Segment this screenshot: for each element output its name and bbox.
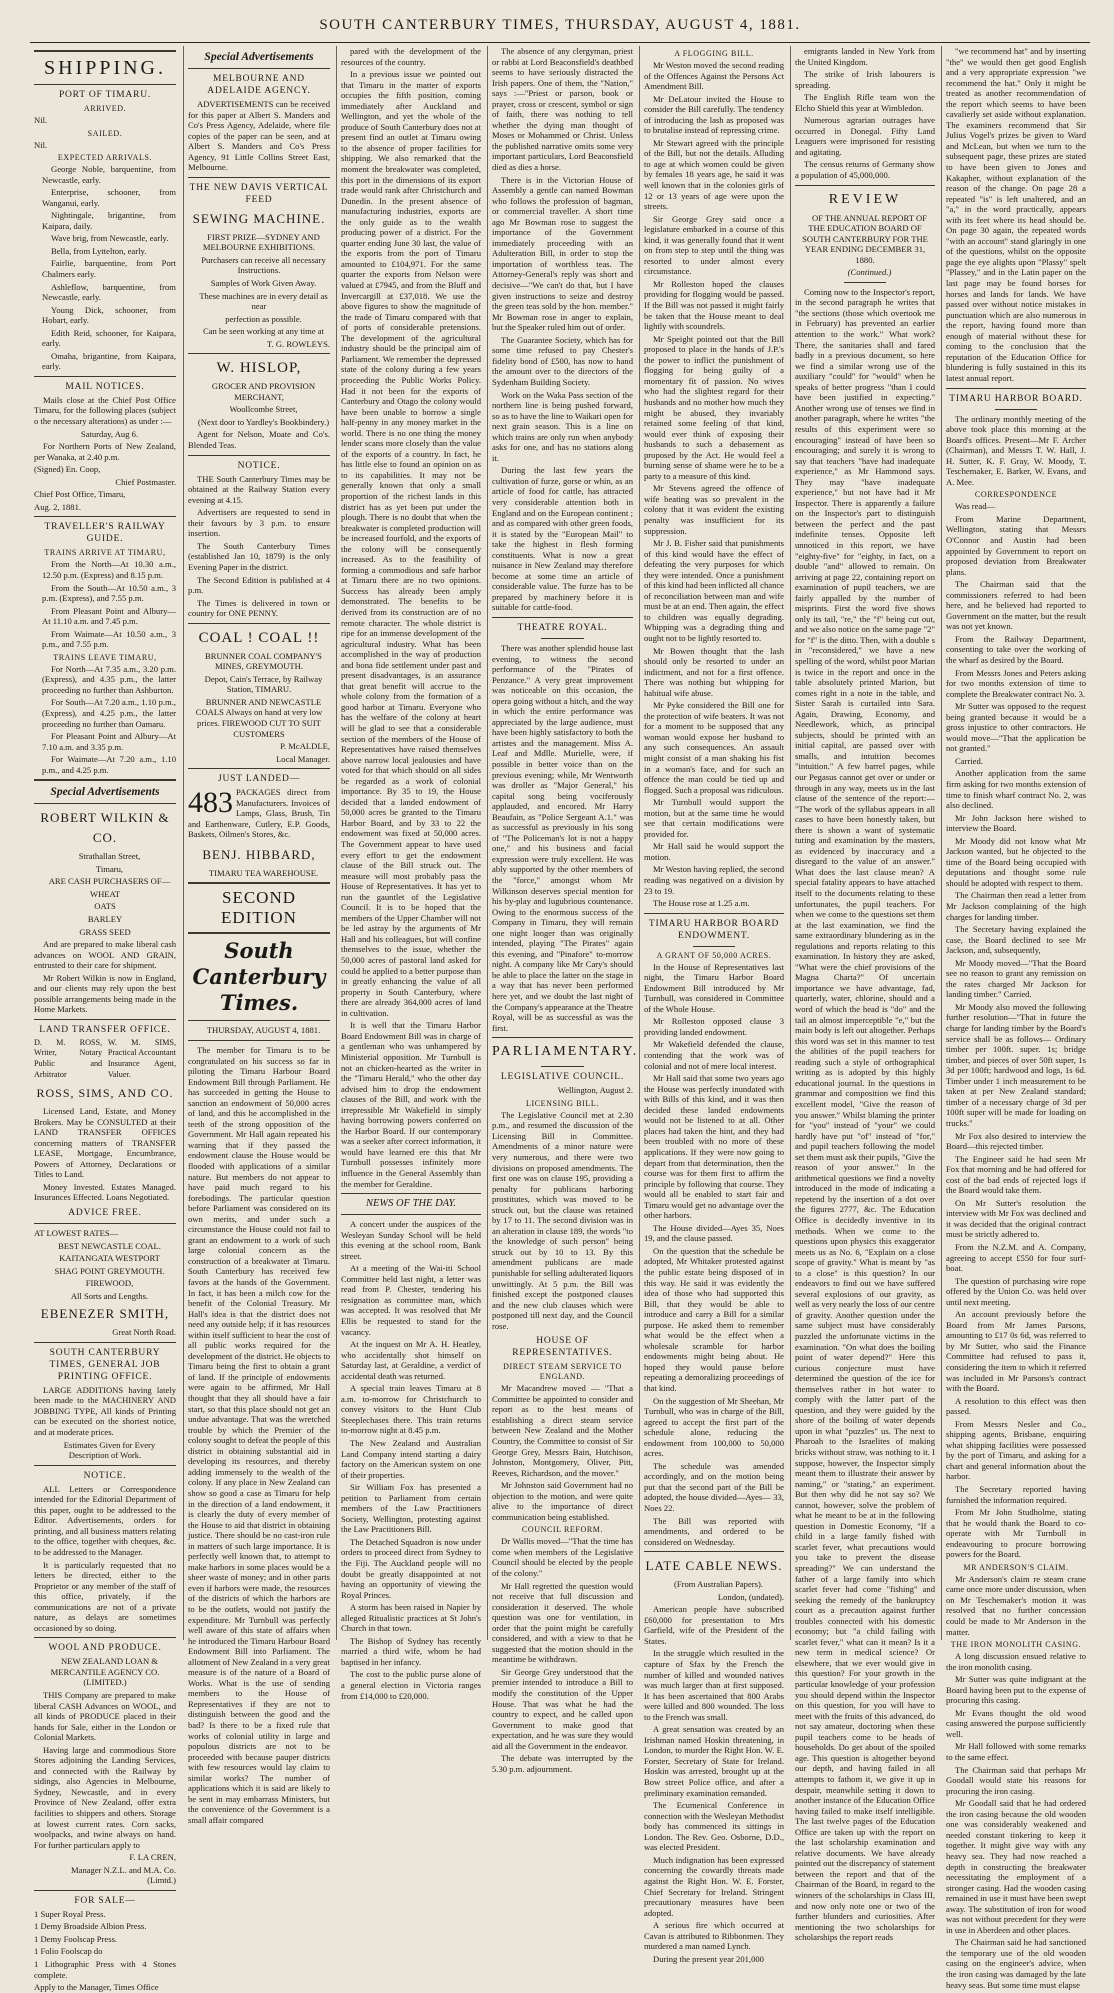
news-item: At the inquest on Mr A. H. Heatley, who accidentally shot himself on Saturday last, at Geraldine, a verdict of accidental death was returned. — [341, 1339, 481, 1381]
theatre-article — [492, 643, 633, 1033]
hislop-agent: Agent for Nelson, Moate and Co's. Blended Teas. — [188, 429, 330, 451]
endowment-paragraph: Mr Hall said that some two years ago the House was perfectly inundated with with Bills of this kind, and it was then decided these landed endowments would not be listened to at all. Other places had taken the hint, and they had been troubled with no more of these applications. If they were now going to depart from that determination, then the course was for them first to affirm the principle by following that course. They would all be enabled to start fair and Timaru would get no advantage over the other harbors. — [644, 1073, 784, 1221]
prize: FIRST PRIZE—SYDNEY AND MELBOURNE EXHIBITIONS. — [202, 231, 320, 253]
wool-heading: WOOL AND PRODUCE. — [48, 1643, 162, 1654]
mail-sign: Chief Post Office, Timaru, — [34, 489, 126, 500]
licensing-bill-heading: LICENSING BILL. — [526, 1098, 599, 1108]
mail-sign: Chief Postmaster. — [115, 476, 176, 487]
council-paragraph: Dr Wallis moved—"That the time has come when members of the Legislative Council should be elected by the people of the colony." — [492, 1536, 633, 1578]
wool-sign: Manager N.Z.L. and M.A. Co. (Limtd.) — [70, 1864, 176, 1886]
correspondence-paragraph: The Engineer said he had seen Mr Fox that morning and he had offered for cost of the bad ends of rejected logs if the Board would take them. — [946, 1153, 1086, 1196]
endowment-paragraph: Mr Rolleston opposed clause 3 providing landed endowment. — [644, 1016, 784, 1037]
news-item: A concert under the auspices of the Wesleyan Sunday School will be held this evening at the school room, Bank street. — [341, 1219, 481, 1261]
review-heading: REVIEW — [828, 191, 902, 207]
ross-sims-body: Licensed Land, Estate, and Money Brokers. May be CONSULTED at their LAND TRANSFER OFFICES concerning matters of TRANSFER LEASE, Mortgage, Encumbrance, Powers of Attorney, Declarations or Titles to Land. — [34, 1106, 176, 1180]
column-3 — [341, 46, 481, 1701]
mail-line: For Northern Ports of New Zealand, per Wanaka, at 2.40 p.m. — [34, 441, 176, 462]
estimates: Estimates Given for Every Description of Work. — [63, 1439, 156, 1461]
train-departure-item: For Pleasant Point and Albury—At 7.10 a.m. and 3.35 p.m. — [42, 731, 176, 752]
arrived-value: Nil. — [34, 115, 48, 125]
leader-paragraph: pared with the development of the resources of the country. — [341, 46, 481, 67]
correspondence-paragraph: Was read— — [955, 501, 996, 512]
column-rule — [639, 46, 640, 1640]
theatre-royal-heading: THEATRE ROYAL. — [517, 622, 608, 633]
cable-item: The census returns of Germany show a population of 45,000,000. — [795, 159, 935, 181]
rw-items — [34, 889, 176, 937]
rw-body: And are prepared to make liberal cash advances on WOOL AND GRAIN, entrusted to their care for shipment. — [34, 939, 176, 971]
brunner-depot: Depot, Cain's Terrace, by Railway Station, TIMARU. — [204, 673, 323, 695]
sale-item: 1 Lithographic Press with 4 Stones complete. — [34, 1959, 176, 1980]
sale-item: 1 Demy Foolscap Press. — [34, 1933, 118, 1944]
endowment-paragraph: Mr Wakefield defended the clause, contending that the work was of colonial and not of mere local interest. — [644, 1039, 784, 1071]
column-7 — [946, 46, 1086, 1990]
mail-sign: (Signed) En. Coop, — [34, 464, 101, 475]
notice-body: The South Canterbury Times (established Jan 10, 1879) is the only Evening Paper in the district. — [188, 540, 330, 572]
notice-body: It is particularly requested that no letters be directed, either to the Proprietor or any member of the staff of this office, privately, if the communications are not of a private nature, as delays are sometimes occasioned by so doing. — [34, 1559, 176, 1633]
samples: Samples of Work Given Away. — [210, 278, 317, 289]
correspondence-paragraph: The Secretary having explained the case, the Board declined to see Mr Jackson, and, subsequently, — [946, 924, 1086, 956]
house-article — [492, 1383, 633, 1522]
hislop-name: W. HISLOP, — [216, 360, 302, 377]
port-heading: PORT OF TIMARU. — [58, 90, 152, 100]
cable-item: Numerous agrarian outrages have occurred in Donegal. Fifty Land Leaguers were imprisoned for resisting and agitating. — [795, 115, 935, 157]
notice-body: ALL Letters or Correspondence intended for the Editorial Department of this paper, ought to be addressed to the Editor. Advertisements, orders for printing, and all business matters relating to the office, together with cheques, &c. to be addressed to the Manager. — [34, 1483, 176, 1557]
cable-item: A serious fire which occurred at Cavan is attributed to Ribbonmen. They murdered a man named Lynch. — [644, 1920, 784, 1952]
arrived-label: ARRIVED. — [83, 104, 127, 113]
hibbard-sub: TIMARU TEA WAREHOUSE. — [208, 867, 319, 878]
endowment-article — [644, 962, 784, 1548]
perfection: perfection as possible. — [225, 313, 302, 324]
rates-title: AT LOWEST RATES— — [34, 1228, 119, 1239]
flogging-paragraph: Mr Stevens agreed the offence of wife beating was so prevalent in the colony that it was evident the existing penalty was insufficient for its suppression. — [644, 483, 784, 536]
ross-sims-money: Money Invested. Estates Managed. Insurances Effected. Loans Negotiated. — [34, 1181, 176, 1203]
column-2 — [188, 46, 331, 1825]
expected-arrival-item: George Noble, barquentine, from Newcastle, early. — [42, 164, 176, 185]
flogging-article — [644, 60, 784, 909]
correspondence-paragraph: Mr Fox also desired to interview the Board—this rejected timber. — [946, 1130, 1086, 1152]
column-rule — [941, 46, 942, 1640]
expected-arrivals-list — [34, 164, 176, 372]
column-4 — [492, 46, 639, 1774]
cable-item: The English Rifle team won the Elcho Shield this year at Wimbledon. — [795, 92, 935, 113]
leader-paragraph: In a previous issue we pointed out that Timaru in the matter of exports occupies the fifth position, coming immediately after Auckland and Wellington, and yet the whole of the produce of South Canterbury does not at present find an outlet at Timaru owing to the absence of proper facilities for shipping. We also remarked that the moment the breakwater was completed, this port in the dimensions of its export trade would rank after Christchurch and Dunedin. In the present absence of manufacturing industries, exports are the only guide as to the wealth producing power of a district. For the quarter ending June 30 last, the value of the exports from the port of Timaru amounted to £104,971. For the same quarter the exports from Nelson were valued at £7945, and from the Bluff and Invercargill at £37,018. We use the above figures to show the magnitude of the trade of Timaru compared with that of ports of considerable pretensions. The development of the agricultural industry should be the principal aim of Parliament. We remember the depressed state of the colony during a few years proceeding the Public Works Policy. Had it not been for the exports of Canterbury and Otago the colony would have been unable to borrow a single half-penny in any money market in the world. There is no one thing the money lender scans more closely than the value of the exports of a country. In fact, he has little else to found an opinion on as to its capabilities. It may not be generally known that only a small proportion of the richest lands in this district has as yet been put under the plough. There is no doubt that when the breakwater is completed production will be increased fourfold, and the exports of the colony will be consequently increased. As to the feasibility of forming a commodious and safe harbor at Timaru there are no two opinions. Success has already been amply demonstrated. The benefits to be derived from its construction are of no remote character. The whole district is ripe for an immense development of the agricultural industry. What has been accomplished in the way of production and bona fide settlement under past and present disadvantages, is an assurance that great benefit will accrue to the whole colony from the formation of a good harbor at Timaru. Everyone who has the welfare of the colony at heart will be glad to see that a considerable section of the members of the House of Representatives have raised themselves above narrow local jealousies and have voted for that which should on all sides be regarded as a work of colonial importance. By 35 to 19, the House decided that a landed endowment of 50,000 acres be granted to the Timaru Harbor Board, and by 33 to 22 the endowment was fixed at 50,000 acres. The Government appear to have used every effort to get the endowment clause of the Bill struck out. The measure will most probably pass the House of Representatives. It has yet to run the gauntlet of the Legislative Council. It is to be hoped that the members of the Upper Chamber will not be led astray by the arguments of Mr Hall and his colleagues, but will confine themselves to the issue, whether the 50,000 acres of pastoral land asked for could be applied to a better purpose than in greatly enhancing the value of all property in South Canterbury, where there are already 364,000 acres of land in cultivation. — [341, 69, 481, 1018]
anderson-claim-article — [946, 1574, 1086, 1637]
correspondence-paragraph: From Messrs Jones and Peters asking for two months extension of time to complete the Breakwater contract No. 3. — [946, 667, 1086, 699]
review-subheading: OF THE ANNUAL REPORT OF THE EDUCATION BOARD OF SOUTH CANTERBURY FOR THE YEAR ENDING DECEMBER 31, 1880. — [802, 212, 928, 265]
news-item: A special train leaves Timaru at 8 a.m. to-morrow for Christchurch to convey visitors to the Hunt Club Steeplechases there. This train returns to-morrow night at 8.45 p.m. — [341, 1383, 481, 1436]
es-address: Great North Road. — [112, 1327, 176, 1338]
coal-line: BEST NEWCASTLE COAL. — [58, 1240, 161, 1251]
council-reform-heading: COUNCIL REFORM. — [521, 1525, 604, 1535]
sailed-value: Nil. — [34, 139, 48, 150]
expected-arrival-item: Nightingale, brigantine, from Kaipara, daily. — [42, 210, 176, 231]
lt-right: W. M. SIMS, Practical Accountant Insurance Agent, Valuer. — [107, 1037, 176, 1079]
news-item: The Detached Squadron is now under orders to proceed direct from Sydney to the Fiji. The Auckland people will no doubt be greatly disappointed at not having an opportunity of viewing the Royal Princes. — [341, 1536, 481, 1600]
advice-free: ADVICE FREE. — [68, 1208, 142, 1219]
flogging-paragraph: The House rose at 1.25 a.m. — [653, 898, 750, 909]
cable-item: emigrants landed in New York from the United Kingdom. — [795, 46, 935, 67]
flogging-paragraph: Sir George Grey said once a legislature embarked in a course of this kind, it was generally found that it went on from step to step until the thing was resorted to under almost every circumstance. — [644, 213, 784, 277]
casing-paragraph: The Chairman said he had sanctioned the temporary use of the old wooden casing on the engineer's advice, when the iron casing was damaged by the late heavy seas. But some time must elapse — [946, 1937, 1086, 1990]
correspondence-heading: CORRESPONDENCE — [974, 490, 1058, 500]
correspondence-paragraph: Another application from the same firm asking for two months extension of time to finish wharf contract No. 2, was also declined. — [946, 768, 1086, 811]
review-paragraph: "we recommend hat" and by inserting "the" we would then get good English and a very appropriate expression "we recommend the hat." Only it might be treated as another recommendation of the report which seems to have been cavalierly set aside without explanation. The examiners recommend that Sir Julius Vogel's prizes be given to Ward and McLean, but when we turn to the subsequent page, these prizes are stated to have been given to Jones and Kakapher, without explanation of the reason of the change. On page 28 a repeated "is" is left unaltered, and an "a," in the word practically, appears with its feet where its head should be. On page 30 again, the repeated words "with an account" stand glaringly in one of the questions, whilst on the opposite page the eye alights upon "Plassy" spelt "Plassey," and in the Latin paper on the last page may be found horses for horses and lands for lands. We have passed over without notice mistakes in punctuation which are also numerous in the report, having found more than enough of material without these for coming to the conclusion that the reputation of the Education Office for blundering is fully sustained in this its latest annual report. — [946, 46, 1086, 383]
trains-leave-list — [34, 664, 176, 775]
flogging-paragraph: Mr Turnbull would support the motion, but at the same time he would see that certain modifications were provided for. — [644, 797, 784, 839]
flogging-paragraph: Mr Speight pointed out that the Bill proposed to place in the hands of J.P.'s the power to inflict the punishment of flogging for being guilty of a momentary fit of passion. No wives who had the slightest regard for their husbands and no mother how much they might be abused, they invariably retained some feeling of that kind, would ever think of exposing their husbands to such a debasement as proposed by the Act. He would feel a burning sense of shame were he to be a party to a measure of this kind. — [644, 333, 784, 481]
cable-item: In the struggle which resulted in the capture of Sfax by the French the number of killed and wounded natives was much larger than at first supposed. It has been ascertained that 800 Arabs were killed and 800 wounded. The loss to the French was small. — [644, 1648, 784, 1722]
sale-item: 1 Folio Foolscap do — [34, 1946, 103, 1957]
endowment-paragraph: The Bill was reported with amendments, and ordered to be considered on Wednesday. — [644, 1515, 784, 1547]
rw-item: BARLEY — [87, 913, 123, 924]
casing-paragraph: The Chairman said that perhaps Mr Goodall would state his reasons for procuring the iron casing. — [946, 1764, 1086, 1796]
purchasers: Purchasers can receive all necessary Instructions. — [201, 254, 326, 276]
review-article — [795, 287, 935, 1943]
expected-arrivals-label: EXPECTED ARRIVALS. — [57, 153, 153, 163]
correspondence-paragraph: Carried. — [955, 755, 983, 766]
flogging-paragraph: Mr Weston moved the second reading of the Offences Against the Persons Act Amendment Bill. — [644, 60, 784, 92]
masthead-title: SOUTH CANTERBURY TIMES, THURSDAY, AUGUST 4, 1881. — [319, 17, 801, 33]
lt-left: D. M. ROSS, Writer, Notary Public and Arbitrator — [34, 1037, 103, 1079]
flogging-paragraph: Mr Bowen thought that the lash should only be resorted to under an indictment, and not for a first offence. There was nothing but whipping for habitual wife abuse. — [644, 645, 784, 698]
anderson-claim-heading: MR ANDERSON'S CLAIM. — [963, 1562, 1069, 1572]
flogging-paragraph: Mr Rolleston hoped the clauses providing for flogging would be passed. If the Bill was not passed it might fairly be taken that the House meant to deal lightly with scoundrels. — [644, 278, 784, 332]
rw-item: GRASS SEED — [79, 926, 131, 937]
leader-article — [188, 1045, 330, 1825]
ebenezer-smith-name: EBENEZER SMITH, — [40, 1306, 170, 1322]
house-paragraph: Mr Johnston said Government had no objection to the motion, and were quite alive to the importance of direct communication being established. — [492, 1480, 633, 1522]
news-paragraph: Work on the Waka Pass section of the northern line is being pushed forward, so as to have the line to Waikari open for next grain season. This is a line on which trains are only run when anybody asks for one, and has no stations along it. — [492, 389, 633, 463]
iron-casing-heading: THE IRON MONOLITH CASING. — [950, 1640, 1082, 1650]
direct-steam-heading: DIRECT STEAM SERVICE TO ENGLAND. — [503, 1362, 622, 1382]
wool-sign: F. LA CREN, — [129, 1852, 176, 1863]
brunner-name: BRUNNER COAL COMPANY'S MINES, GREYMOUTH. — [205, 650, 322, 672]
council-article — [492, 1536, 633, 1774]
train-departure-item: For South—At 7.20 a.m., 1.10 p.m., (Express), and 4.25 p.m., the latter proceeding no further than Oamaru. — [42, 697, 176, 729]
notice-heading: NOTICE. — [83, 1470, 127, 1481]
robert-wilkin-name: ROBERT WILKIN & CO. — [40, 810, 170, 846]
correspondence-paragraph: Mr Moody moved—"That the Board see no reason to grant any remission on the rates charged Mr Jackson for landing timber." Carried. — [946, 957, 1086, 1000]
column-5 — [644, 46, 784, 1964]
sewing-machine: SEWING MACHINE. — [192, 210, 326, 226]
correspondence-paragraph: Mr Moody did not know what Mr Jackson wanted, but he objected to the time of the Board being occupied with deputations and thought some rule should be adopted with respect to them. — [946, 835, 1086, 888]
trains-leave-heading: TRAINS LEAVE TIMARU, — [53, 652, 157, 662]
correspondence-paragraph: The Chairman said that the commissioners referred to had been here, and he believed had reported to Government on the matter, but the result was not yet known. — [946, 579, 1086, 632]
landed-body: PACKAGES direct from Manufacturers. Invoices of Lamps, Glass, Brush, Tin and Earthenware, Cutlery, E.P. Goods, Baskets, Oilmen's Stores, &c. — [188, 787, 330, 840]
wool-body: Having large and commodious Store Stores adjoining the Landing Services, and connected with the Railway by sidings, also Agencies in Melbourne, Sydney, Newcastle, and in every Province of New Zealand, offer extra facilities to shippers and others. Storage at lowest current rates. Corn sacks, woolpacks, and twine always on hand. For further particulars apply to — [34, 1744, 176, 1850]
hislop-trade: GROCER AND PROVISION MERCHANT, — [211, 381, 316, 402]
special-advertisements-heading: Special Advertisements — [50, 786, 160, 799]
cable-item: American people have subscribed £60,000 for presentation to Mrs Garfield, wife of the President of the States. — [644, 1604, 784, 1646]
newspaper-title: South Canterbury Times. — [192, 938, 326, 1016]
expected-arrival-item: Wave brig, from Newcastle, early. — [51, 233, 169, 244]
expected-arrival-item: Bella, from Lyttelton, early. — [51, 245, 147, 256]
just-landed-heading: JUST LANDED— — [218, 774, 300, 785]
mail-notices-heading: MAIL NOTICES. — [65, 381, 145, 392]
train-arrival-item: From the South—At 10.50 a.m., 3 p.m. (Express), and 7.55 p.m. — [42, 582, 176, 604]
expected-arrival-item: Omaha, brigantine, from Kaipara, early. — [42, 350, 176, 372]
misc-news — [492, 46, 633, 613]
house-paragraph: Mr Macandrew moved — "That a Committee be appointed to consider and report as to the best means of establishing a direct steam service between New Zealand and the Mother Country, the Committee to consist of Sir George Grey, Messrs Bain, Hutchison, Johnston, Montgomery, Oliver, Pitt, Reeves, Richardson, and the mover." — [492, 1383, 633, 1478]
notice-body: The Second Edition is published at 4 p.m. — [188, 574, 330, 596]
shipping-heading: SHIPPING. — [43, 57, 167, 79]
job-printing-body: LARGE ADDITIONS having lately been made to the MACHINERY AND JOBBING TYPE, All kinds of Printing can be executed on the shortest notice, and at moderate prices. — [34, 1384, 176, 1438]
correspondence-paragraph: From Mr John Studholme, stating that he would thank the Board to co-operate with Mr Turnbull in endeavouring to procure borrowing powers for the Board. — [946, 1507, 1086, 1560]
seen: Can be seen working at any time at — [203, 326, 324, 337]
correspondence-paragraph: Mr John Jackson here wished to interview the Board. — [946, 812, 1086, 834]
column-1 — [34, 46, 176, 1993]
cable-news-heading: LATE CABLE NEWS. — [645, 1558, 783, 1574]
ross-sims-name: ROSS, SIMS, AND CO. — [36, 1086, 174, 1101]
flogging-paragraph: Mr Hall said he would support the motion. — [644, 841, 784, 862]
news-paragraph: During the last few years the cultivation of furze, gorse or whin, as an article of food for cattle, has attracted very considerable attention both in England and on the European continent ; and as compared with other green foods, it is stated by the "European Mail" to take the highest in flesh forming constituents. What is now a great nuisance in New Zealand may therefore become at some time an article of considerable value. The furze has to be prepared by machinery before it is suitable for cattle-food. — [492, 465, 633, 613]
correspondence-paragraph: The Chairman then read a letter from Mr Jackson complaining of the high charges for landing timber. — [946, 890, 1086, 922]
legislative-article — [492, 1110, 633, 1331]
hibbard-name: BENJ. HIBBARD, — [202, 846, 316, 862]
special-advertisements-heading: Special Advertisements — [204, 51, 314, 63]
house-heading: HOUSE OF REPRESENTATIVES. — [512, 1336, 613, 1359]
correspondence-paragraph: An account previously before the Board from Mr James Parsons, amounting to £17 0s 6d, was referred to by Mr Sutter, who said the Finance Committee had refused to pass it, considering the item to which it referred was included in Mr Parsons's contract with the Board. — [946, 1309, 1086, 1394]
cable-item: During the present year 201,000 — [653, 1953, 764, 1964]
correspondence-paragraph: The Secretary reported having furnished the information required. — [946, 1484, 1086, 1505]
flogging-paragraph: Mr Pyke considered the Bill one for the protection of wife beaters. It was not for a moment to be supposed that any woman would expose her husband to any such consequences. An assault might consist of a man shaking his fist in a woman's face, and for such an offence the man could be tied up and flogged. Such a proposal was ridiculous. — [644, 700, 784, 795]
expected-arrival-item: Ashleflow, barquentine, from Newcastle, early. — [42, 281, 176, 303]
notice-body: THE South Canterbury Times may be obtained at the Railway Station every evening at 4.15. — [188, 473, 330, 505]
cable-cont — [795, 46, 935, 181]
correspondence-paragraph: The question of purchasing wire rope offered by the Union Co. was held over until next meeting. — [946, 1275, 1086, 1307]
machines: These machines are in every detail as near — [199, 290, 328, 312]
news-paragraph: The absence of any clergyman, priest or rabbi at Lord Beaconsfield's deathbed seems to have seriously distracted the Irish papers. One of them, the "Nation," says :—"Priest or parson, book or prayer, cross or crescent, symbol or sign of faith, there was nothing to tell whether the dying man thought of Moses or Mohammed or Christ. Unless the published narrative omits some very important particulars, Lord Beaconsfield died as dies a horse. — [492, 46, 633, 173]
cable-article — [644, 1604, 784, 1964]
train-departure-item: For Waimate—At 7.20 a.m., 1.10 p.m., and 4.25 p.m. — [42, 754, 176, 775]
endowment-paragraph: On the question that the schedule be adopted, Mr Whitaker protested against the public estate being disposed of in this way. He said it was evidently the idea of those who had supported this Bill, that they would be able to introduce and carry a Bill for a similar purpose. He asked them to remember what would be the effect when a wholesale scramble for harbor endowments might being about. He hoped they would pause before repeating a demoralizing proceedings of that kind. — [644, 1245, 784, 1393]
melbourne-agency-heading: MELBOURNE AND ADELAIDE AGENCY. — [207, 74, 311, 96]
harbor-endowment-heading: TIMARU HARBOR BOARD ENDOWMENT. — [648, 918, 780, 941]
news-item: The cost to the public purse alone of a general election in Victoria ranges from £14,000 to £20,000. — [341, 1669, 481, 1701]
theatre-paragraph: There was another splendid house last evening, to witness the second performance of the "Pirates of Penzance." A very great improvement was noticeable on this occasion, the opera going without a hitch, and the way in which the entire performance was appreciated by the large audience, must have been highly satisfactory to both the artistes and the management. Miss A. Leaf and Mdlle. Murielle, were, if possible in better voice than on the previous evening; while, Mr Wentworth was droller as "Major General," his capital song being vociferously applauded, and encored. Mr Harry Beaufain, as "Police Sergeant A.1." was as successful as previously in his song of "The Policeman's lot is not a happy one," and his business and facial expression were truly excellent. He was ably supported by the other members of the "force," amongst whom Mr Wilkinson deserves special mention for his by-play and lugubrious countenance. Owing to the enormous success of the Company in Timaru, they will remain one night longer than was originally intended, playing "The Pirates" again this evening, and "Pinafore" to-morrow night. A company like Mr Cary's should be able to place the latter on the stage in a way that has never been performed here yet, and we doubt the last night of the Company's appearance at the Theatre Royal, will be as successful as was the first. — [492, 642, 633, 1033]
rw-item: WHEAT — [89, 888, 121, 899]
column-rule — [183, 46, 184, 1640]
grant-heading: A GRANT OF 50,000 ACRES. — [656, 950, 772, 960]
column-6 — [795, 46, 935, 1943]
trains-arrive-heading: TRAINS ARRIVE AT TIMARU, — [44, 548, 166, 558]
casing-paragraph: Mr Goodall said that he had ordered the iron casing because the old wooden one was considerably weakened and needed constant tinkering to keep it together. It might give way with any heavy sea. They had now reached a depth in constructing the breakwater necessitating the employment of a stronger casing. Had the wooden casing remained in use it must have been swept away. The substitution of iron for wood was not without precedent for they were in use in Aberdeen and other places. — [946, 1798, 1086, 1935]
claim-paragraph: Mr Anderson's claim re steam crane came once more under discussion, when on Mr Teschemaker's motion it was resolved that no further concession could be made to Mr Anderson in the matter. — [946, 1573, 1086, 1637]
iron-casing-article — [946, 1651, 1086, 1990]
cable-item: Much indignation has been expressed concerning the cowardly threats made against the Right Hon. W. E. Forster, Chief Secretary for Ireland. Stringent precautionary measures have been adopted. — [644, 1854, 784, 1918]
rw-body: Mr Robert Wilkin is now in England, and our clients may rely upon the best possible arrangements being made in the Home Markets. — [34, 972, 176, 1015]
casing-paragraph: Mr Hall followed with some remarks to the same effect. — [946, 1741, 1086, 1763]
correspondence-paragraph: A resolution to this effect was then passed. — [946, 1395, 1086, 1417]
firewood: FIREWOOD, — [85, 1278, 134, 1289]
correspondence-article — [946, 501, 1086, 1560]
brunner-body: BRUNNER AND NEWCASTLE COALS Always on hand at very low prices. FIREWOOD CUT TO SUIT CUSTOMERS — [195, 696, 323, 739]
cable-source: (From Australian Papers). — [673, 1579, 764, 1590]
leader-paragraph: The member for Timaru is to be congratulated on his success so far in piloting the Timaru Harbour Board Endowment Bill through Parliament. He has succeeded in getting the House to sanction an endowment of 50,000 acres of land, and this he accomplished in the teeth of the strong opposition of the Government. Mr Hall again repeated his warning that if they passed the endowment clause the House would be flooded with applications of a similar nature. But members do not appear to have paid much regard to his forebodings. The particular question before Parliament was considered on its own merits, and under such a circumstance the House could not fail to grant an endowment to a work of such large colonial concern as the construction of a breakwater at Timaru. South Canterbury has received few favors at the hands of the Government. In fact, it has been a milch cow for the benefit of the Colonial Treasury. Mr Hall's idea is that the district does not need any outside help; if it has resources within itself sufficient to bear the cost of all public works required for the development of the district. He objects to Timaru being the first to obtain a grant of land. If the principle of endowments were again to be affirmed, Mr Hall thought that they all should have a fair start, so that this place should not get an undue advantage. That was the wretched trouble by which the Premier of the colony sought to defeat the people of this district in obtaining substantial aid in developing its resources, and thereby adding immensely to the wealth of the colony. If any place in New Zealand can show so good a case as Timaru for help in the direction of a land endowment, it is clearly the duty of every member of the House to aid that district in obtaining justice. There should be no cast-iron rule in matters of such large importance. It is perfectly well known that, to attempt to make harbors in some places would be a sheer waste of money; and in other parts even if harbors were made, the resources of the districts of which the harbors are to be the outlets, would not justify the expenditure. Mr Turnbull was perfectly well aware of this state of affairs when he introduced the Timaru Harbour Board Endowment Bill into Parliament. The allotment of New Zealand in a very great measure is of the nature of a Board of Works. What is the use of sending members to the House of Representatives if they are not to distinguish between the good and the bad? Is there to be a fixed rule that works of colonial utility in large and populous districts are not to be proceeded with because pauper districts with few resources would lay claim to similar works? The number of applications which it is said are likely to be sent in may embarrass Ministers, but the convenience of the Government is a small affair compared — [188, 1044, 331, 1825]
review-continued: (Continued.) — [847, 267, 892, 278]
harbor-board-intro: The ordinary monthly meeting of the above took place this morning at the Board's offices. Present—Mr F. Archer (Chairman), and Messrs T. W. Hall, J. H. Sutter, K. F. Gray, W. Moody, T. Teschemaker, E. Barker, W. Evans, and A. Mee. — [946, 413, 1086, 487]
flogging-paragraph: Mr Weston having replied, the second reading was negatived on a division by 23 to 19. — [644, 864, 784, 896]
endowment-paragraph: The House divided—Ayes 35, Noes 19, and the clause passed. — [644, 1222, 784, 1244]
council-paragraph: Sir George Grey understood that the premier intended to introduce a Bill to modify the constitution of the Upper House. That was what he had the country to expect, and he called upon Government to make good that expectation, and he was sure they would aid all the Government in the endeavor. — [492, 1666, 633, 1751]
rw-address: Timaru, — [95, 863, 124, 874]
leader-paragraph: It is well that the Timaru Harbor Board Endowment Bill was in charge of a gentleman who was unhampered by Ministerial opposition. Mr Turnbull is not an chicken-hearted as the writer in the "Timaru Herald," who the other day advised him to drop the endowment clauses of the Bill, and work with the irrepressible Mr Wakefield in simply having borrowing powers conferred on the Harbor Board. If our contemporary was a seeker after correct information, it would have learned ere this that Mr Turnbull possesses infinitely more influence in the General Assembly than the member for Geraldine. — [341, 1020, 481, 1189]
rw-address: Strathallan Street, — [78, 851, 141, 862]
flogging-paragraph: Mr J. B. Fisher said that punishments of this kind would have the effect of defeating the very purposes for which they were intended. Once a punishment of this kind had been inflicted all chance of reconciliation between man and wife must be at an end. Then again, the effect to children was equally degrading. Whipping was a degrading thing and ought not to be lightly resorted to. — [644, 538, 784, 643]
news-item: Sir William Fox has presented a petition to Parliament from certain members of the Law Practitioners Society, Wellington, protesting against the Law Practitioners Bill. — [341, 1482, 481, 1535]
legislative-council-heading: LEGISLATIVE COUNCIL. — [500, 1072, 625, 1083]
rowley: T. G. ROWLEYS. — [266, 338, 330, 349]
job-printing-heading: SOUTH CANTERBURY TIMES, GENERAL JOB PRINTING OFFICE. — [49, 1347, 161, 1382]
rw-buyers: ARE CASH PURCHASERS OF— — [48, 876, 171, 887]
correspondence-paragraph: On Mr Sutter's resolution the interview with Mr Fox was declined and it was decided that the original contract must be strictly adhered to. — [946, 1197, 1086, 1240]
news-of-the-day-heading: NEWS OF THE DAY. — [365, 1198, 457, 1210]
second-edition: SECOND EDITION — [221, 888, 297, 928]
expected-arrival-item: Edith Reid, schooner, for Kaipara, early. — [42, 327, 176, 349]
council-paragraph: Mr Hall regretted the question would not receive that full discussion and consideration it deserved. The whole question was one for ventilation, in order that the point might be carefully considered, and with a view to that he suggested that the motion should in the meantime be withdrawn. — [492, 1580, 633, 1665]
news-item: The New Zealand and Australian Land Company intend starting a dairy factory on the American system on one of their properties. — [341, 1438, 481, 1480]
train-departure-item: For North—At 7.35 a.m., 3.20 p.m. (Express), and 4.35 p.m., the latter proceeding no further than Ashburton. — [42, 663, 176, 695]
news-item: The Bishop of Sydney has recently married a third wife, whom he had baptised in her infancy. — [341, 1635, 481, 1667]
davis-heading: THE NEW DAVIS VERTICAL FEED — [189, 182, 329, 205]
endowment-paragraph: In the House of Representatives last night, the Timaru Harbor Board Endowment Bill introduced by Mr Turnbull, was considered in Committee of the Whole House. — [644, 961, 784, 1014]
notice-body: Advertisers are requested to send in their favours by 3 p.m. to ensure insertion. — [188, 507, 330, 539]
flogging-paragraph: Mr Stewart agreed with the principle of the Bill, but not the details. Alluding to age at which women could be given by females 18 years age, he said it was well known that in the colonies girls of 12 or 13 years of age were upon the streets. — [644, 137, 784, 212]
column-rule — [487, 46, 488, 1640]
railway-guide-heading: TRAVELLER'S RAILWAY GUIDE. — [44, 522, 166, 545]
leader-article-cont — [341, 46, 481, 1189]
review-paragraph: Coming now to the Inspector's report, in the second paragraph he writes that "the sections (those which overtook me in February) has prevented an earlier attention to the work." What work? There, the sanitaries shall and fared badly in a previous document, so here we find a similar wrong use of the auxiliary "could" for "would" when he speaks of better progress "than I could have been justified in expecting." Another wrong use of tenses we find in another paragraph, where he writes "the results of this experiment were so encouraging" instead of have been so encouraging; and surely it is wrong to say that teachers "have had inadequate experience," as Mr Hammond says. They may "have inadequate experience," but not have had it Mr Inspector. There is apparently a failure on the Inspector's part to distinguish between the perfect and the past indefinite tenses. Opposite left unnoticed in this report, we have "eighty-five" for "eighty, in fact, on a double "and" allowed to remain. On arriving at page 22, containing report on examination of pupil teachers, we are fairly appalled by the number of misprints. First the word five shows only its tail, "re," the "f" being cut out, and we also notice on the same page "2" for "f" is the ditto. Then, with a double s in "reconsidered," we have a new spelling of the word, whilst poor Marian is twice in the report and once in the table absolutely printed Marion, but comes right in a note in the table, and Sister Sarah is curtailed into Sara. Again, Drawing, Economy, and Needlework, which, as principal subjects, should be printed with an initial capital, are passed over with smalls, and intuition becomes "intuition." A few barrel pages, while our Pegasus cannot get over or under or through in any way, meets us in the last clause of the sentence of the report:— "The work of the syllabus appears in all cases to have been honestly taken, but there is shown a want of systematic tuting and examination by the masters, as evidenced by inaccuracy and a disregard to the value of an answer." What does the last clause mean? A special fatality appears to have attached itself to the documents relating to these unfortunates, the pupil teachers. For when we come to the questions set them at the last examination, we find the same extraordinary blundering as in the regulations and reports relating to this examination. In history they are asked, "What were the chief provisions of the Magna Charta?" Of uncertain importance we have advantage, fad, quarterly, water, chlorine, should and a word of which the head is "do" and the tail an almost imperceptible "e," but the main body is left out altogether. Perhaps this word was set in this manner to test the abilities of the pupil teachers for reading such a style of orthographical writing as is adopted by this highly educational journal. In the questions in grammar and composition we find this excellent model, "Give the reason of you answer." Whilst blaming the printer for "you" instead of "your" we could hardly have put "of" instead of "for," and pupil teachers following the model set them must ask their pupils, "Give the reason of your answer." In the arithmetical questions we find a novelty introduced in the mode of indicating a repetend by the insertion of a dot over the figures 2777, &c. The Education Office is decidedly inventive in its methods. When we come to the questions upon physics this exaggerator meets us as No. 6, "Explain on a close scope of gravity." What is meant by "as to a close" is this question? In our endeavors to find out we have suffered several explosions of our gravity, as well as very nearly the loss of our centre of gravity. Another question under the same subject must have considerably puzzled the unfortunate victims in the examination. "On what does the boiling point of water depend?" Here this curious conjecture must have determined the question of the ice for themselves rather in hot water to comply with the latter part of the question, and they were guided by the shore of the boiling of water depends upon in what "puzzles" us. The next to Pharoah to the Israelites of making bricks without straw, was nothing to it. I suppose, however, the Inspector simply meant them to illustrate their answer by naming," or "stating," an experiment. But then why did he not say so? We cannot, however, solve the problem of what he meant to be at in the following question in Domestic Economy, "If a child in a large family fished with scarlet fever, what precautions would you take to prevent the disease spreading?" We can understand the father of a large family into which scarlet fever had come "fishing" and seeking the remedy of the bankruptcy court as a precaution against further troubles connected with his domestic economy; but "a child failing with scarlet fever," what can it mean? Is it a new term in medical science? Or elsewhere, that we ever would give in this question? For your growth in the particular knowledge of your profession you should depend within the Inspector on this question, for you will have to meet with the fruits of this advanced, do not say amateur, doctoring when these pupil teachers come to be heads of households. Do get about of the spoiled age. This question is altogether beyond our depth, and having failed in all attempts to fathom it, we give it up in despair, meanwhile setting it down to another instance of the Education Office having failed to make itself intelligible. The last twelve pages of the Education Office are taken up with the report on the last scholarship examination and relative documents. We have already pointed out the discrepancy of statement between the report and that of the Chairman of the Board, in regard to the winners of the scholarships in Class III, and now only note one or two of the further blunders and curiosities. After mentioning the two scholarships for scholarships the report reads — [795, 286, 935, 1943]
cable-item: The strike of Irish labourers is spreading. — [795, 69, 935, 90]
landed-number: 483 — [188, 786, 233, 820]
hislop-address: Woollcombe Street, — [229, 404, 298, 415]
correspondence-paragraph: From Messrs Nesler and Co., shipping agents, Brisbane, enquiring what shipping facilities were possessed by the port of Timaru, and asking for a chart and general information about the harbor. — [946, 1418, 1086, 1482]
trains-arrive-list — [34, 559, 176, 649]
brunner-sign: Local Manager. — [276, 753, 330, 764]
rw-item: OATS — [94, 901, 116, 912]
correspondence-paragraph: Mr Moody also moved the following further resolution—"That in future the charge for landing timber by the Board's service shall be as follows— Ordinary timber per 100ft. super. 1s; bridge timber, and pieces of over 50ft super, 1s 3d per 100ft; hardwood and logs, 1s 6d. Timber under 1 inch measurement to be taken at per New Zealand standard; timber of a necessary charge of 3d per 100ft super will be made for loading on trucks." — [946, 1001, 1086, 1128]
wool-company: NEW ZEALAND LOAN & MERCANTILE AGENCY CO. (LIMITED.) — [50, 1656, 160, 1688]
for-sale-list — [34, 1909, 176, 1980]
legislative-paragraph: The Legislative Council met at 2.30 p.m., and resumed the discussion of the Licensing Bill in Committee. Amendments of a minor nature were very numerous, and there were two divisions on proposed amendments. The first one was on clause 195, providing a penalty for publicans harboring prostitutes, which was moved to be struck out, but the clause was retained by 17 to 11. The second division was in an alteration in clause 189, the words "to the knowledge of such person" being struck out by 10 to 13. By this amendment publicans are made punishable for selling adulterated liquors unwittingly. At 5 p.m. the Bill was finished except the postponed clauses and the new club clauses which were postponed till next day, and the Council rose. — [492, 1109, 633, 1331]
newspaper-date: THURSDAY, AUGUST 4, 1881. — [206, 1025, 321, 1036]
casing-paragraph: A long discussion ensued relative to the iron monolith casing. — [946, 1651, 1086, 1672]
land-transfer-heading: LAND TRANSFER OFFICE. — [39, 1024, 171, 1035]
masthead — [30, 8, 1090, 43]
melbourne-agency-body: ADVERTISEMENTS can be received for this paper at Albert S. Manders and Co's Press Agency, Adelaide, where file copies of the paper can be seen, and at Albert S. Manders and Co's Press Agency, 91 Little Collins Street East, Melbourne. — [188, 99, 330, 173]
brunner-sign: P. McALDLE, — [280, 741, 330, 752]
sale-item: 1 Demy Broadside Albion Press. — [34, 1921, 147, 1932]
news-item: At a meeting of the Wai-iti School Committee held last night, a letter was read from P. Chester, tendering his resignation as committee man, which was accepted. It was resolved that Mr Ellis be requested to stand for the vacancy. — [341, 1263, 481, 1337]
endowment-paragraph: The schedule was amended accordingly, and on the motion being put that the second part of the Bill be adopted, the house divided—Ayes— 33, Noes 22. — [644, 1460, 784, 1513]
mail-notice-text: Mails close at the Chief Post Office Timaru, for the following places (subject o the necessary alterations) as under :— — [34, 394, 176, 427]
for-sale-heading: FOR SALE— — [74, 1895, 136, 1906]
coal-line: SHAG POINT GREYMOUTH. — [54, 1265, 165, 1276]
casing-paragraph: Mr Sutter was quite indignant at the Board having been put to the expense of procuring this casing. — [946, 1674, 1086, 1706]
correspondence-paragraph: From the N.Z.M. and A. Company, agreeing to accept £550 for four surf-boat. — [946, 1241, 1086, 1274]
flogging-bill-heading: A FLOGGING BILL. — [674, 49, 754, 58]
parliamentary-heading: PARLIAMENTARY. — [492, 1044, 639, 1060]
wool-body: THIS Company are prepared to make liberal CASH Advances on WOOL, and all kinds of PRODUCE placed in their hands for Sale, either in the London or Colonial Markets. — [34, 1689, 176, 1743]
notice-heading: NOTICE. — [237, 460, 281, 471]
expected-arrival-item: Young Dick, schooner, from Hobart, early. — [42, 304, 176, 326]
coal-heading: COAL ! COAL !! — [198, 629, 320, 646]
council-paragraph: The debate was interrupted by the 5.30 p.m. adjournment. — [492, 1753, 633, 1774]
news-paragraph: The Guarantee Society, which has for some time refused to pay Chester's fidelity bond of £500, has now to hand the amount over to the directors of the Sydenham Building Society. — [492, 334, 633, 387]
firewood: All Sorts and Lengths. — [70, 1290, 149, 1301]
dateline: Wellington, August 2. — [557, 1085, 633, 1096]
column-rule — [790, 46, 791, 1640]
expected-arrival-item: Fairlie, barquentine, from Port Chalmers early. — [42, 258, 176, 280]
coal-line: KAITANGATA WESTPORT — [59, 1253, 160, 1264]
expected-arrival-item: Enterprise, schooner, from Wanganui, early. — [42, 187, 176, 208]
cable-dateline: London, (undated). — [717, 1591, 784, 1602]
correspondence-paragraph: Mr Sutter was opposed to the request being granted because it would be a gross injustice to other contractors. He would move—"That the application be not granted." — [946, 701, 1086, 754]
sailed-label: SAILED. — [87, 128, 123, 138]
flogging-paragraph: Mr DeLatour invited the House to consider the Bill carefully. The tendency of introducing the lash as proposed was to brutalise instead of repressing crime. — [644, 93, 784, 136]
news-list — [341, 1219, 481, 1701]
train-arrival-item: From Waimate—At 10.50 a.m., 3 p.m., and 7.55 p.m. — [42, 628, 176, 650]
sale-apply: Apply to the Manager, Times Office — [34, 1982, 159, 1993]
correspondence-paragraph: From the Railway Department, consenting to take over the working of the wharf as desired by the Board. — [946, 633, 1086, 665]
endowment-paragraph: On the suggestion of Mr Sheehan, Mr Turnbull, who was in charge of the Bill, agreed to accept the first part of the schedule alone, reducing the endowment from 100,000 to 50,000 acres. — [644, 1395, 784, 1459]
hislop-address: (Next door to Yardley's Bookbindery.) — [197, 416, 330, 427]
mail-sign: Aug. 2, 1881. — [34, 501, 82, 512]
column-rule — [336, 46, 337, 1640]
train-arrival-item: From the North—At 10.30 a.m., 12.50 p.m. (Express) and 8.15 p.m. — [42, 559, 176, 580]
cable-item: The Ecumenical Conference in connection with the Wesleyan Methodist body has commenced its sittings in London. The Rev. Geo. Osborne, D.D., was elected President. — [644, 1800, 784, 1853]
sale-item: 1 Super Royal Press. — [34, 1908, 106, 1919]
news-paragraph: There is in the Victorian House of Assembly a gentle can named Bowman who follows the profession of bagman, or commercial traveller. A short time ago Mr Bowman rose to suggest the importance of the Government immediately proceeding with an Adulteration Bill, in order to stop the importation of worthless teas. The Attorney-General's reply was short and decisive—"We can't do that, but I have given instructions to seize and destroy the green teas sold by the hon. member." Mr Bowman rose in anger to explain, but the Speaker ruled him out of order. — [492, 174, 633, 333]
cable-item: A great sensation was created by an Irishman named Hoskin threatening, in London, to murder the Right Hon. W. E. Forster, Secretary of State for Ireland. Hoskin was arrested, brought up at the Bow street Police office, and after a preliminary examination remanded. — [644, 1724, 784, 1798]
correspondence-paragraph: From Marine Department, Wellington, stating that Messrs O'Connor and Austin had been appointed by Government to report on proposed deviation from Breakwater plans. — [946, 513, 1086, 577]
casing-paragraph: Mr Evans thought the old wood casing answered the purpose sufficiently well. — [946, 1707, 1086, 1739]
notice-body: The Times is delivered in town or country for ONE PENNY. — [188, 597, 330, 619]
review-cont — [946, 46, 1086, 384]
mail-day: Saturday, Aug 6. — [80, 428, 139, 439]
news-item: A storm has been raised in Napier by alleged Ritualistic practices at St John's Church in that town. — [341, 1602, 481, 1634]
harbor-board-heading: TIMARU HARBOR BOARD. — [949, 393, 1083, 404]
train-arrival-item: From Pleasant Point and Albury—At 11.10 a.m. and 7.45 p.m. — [42, 605, 176, 627]
